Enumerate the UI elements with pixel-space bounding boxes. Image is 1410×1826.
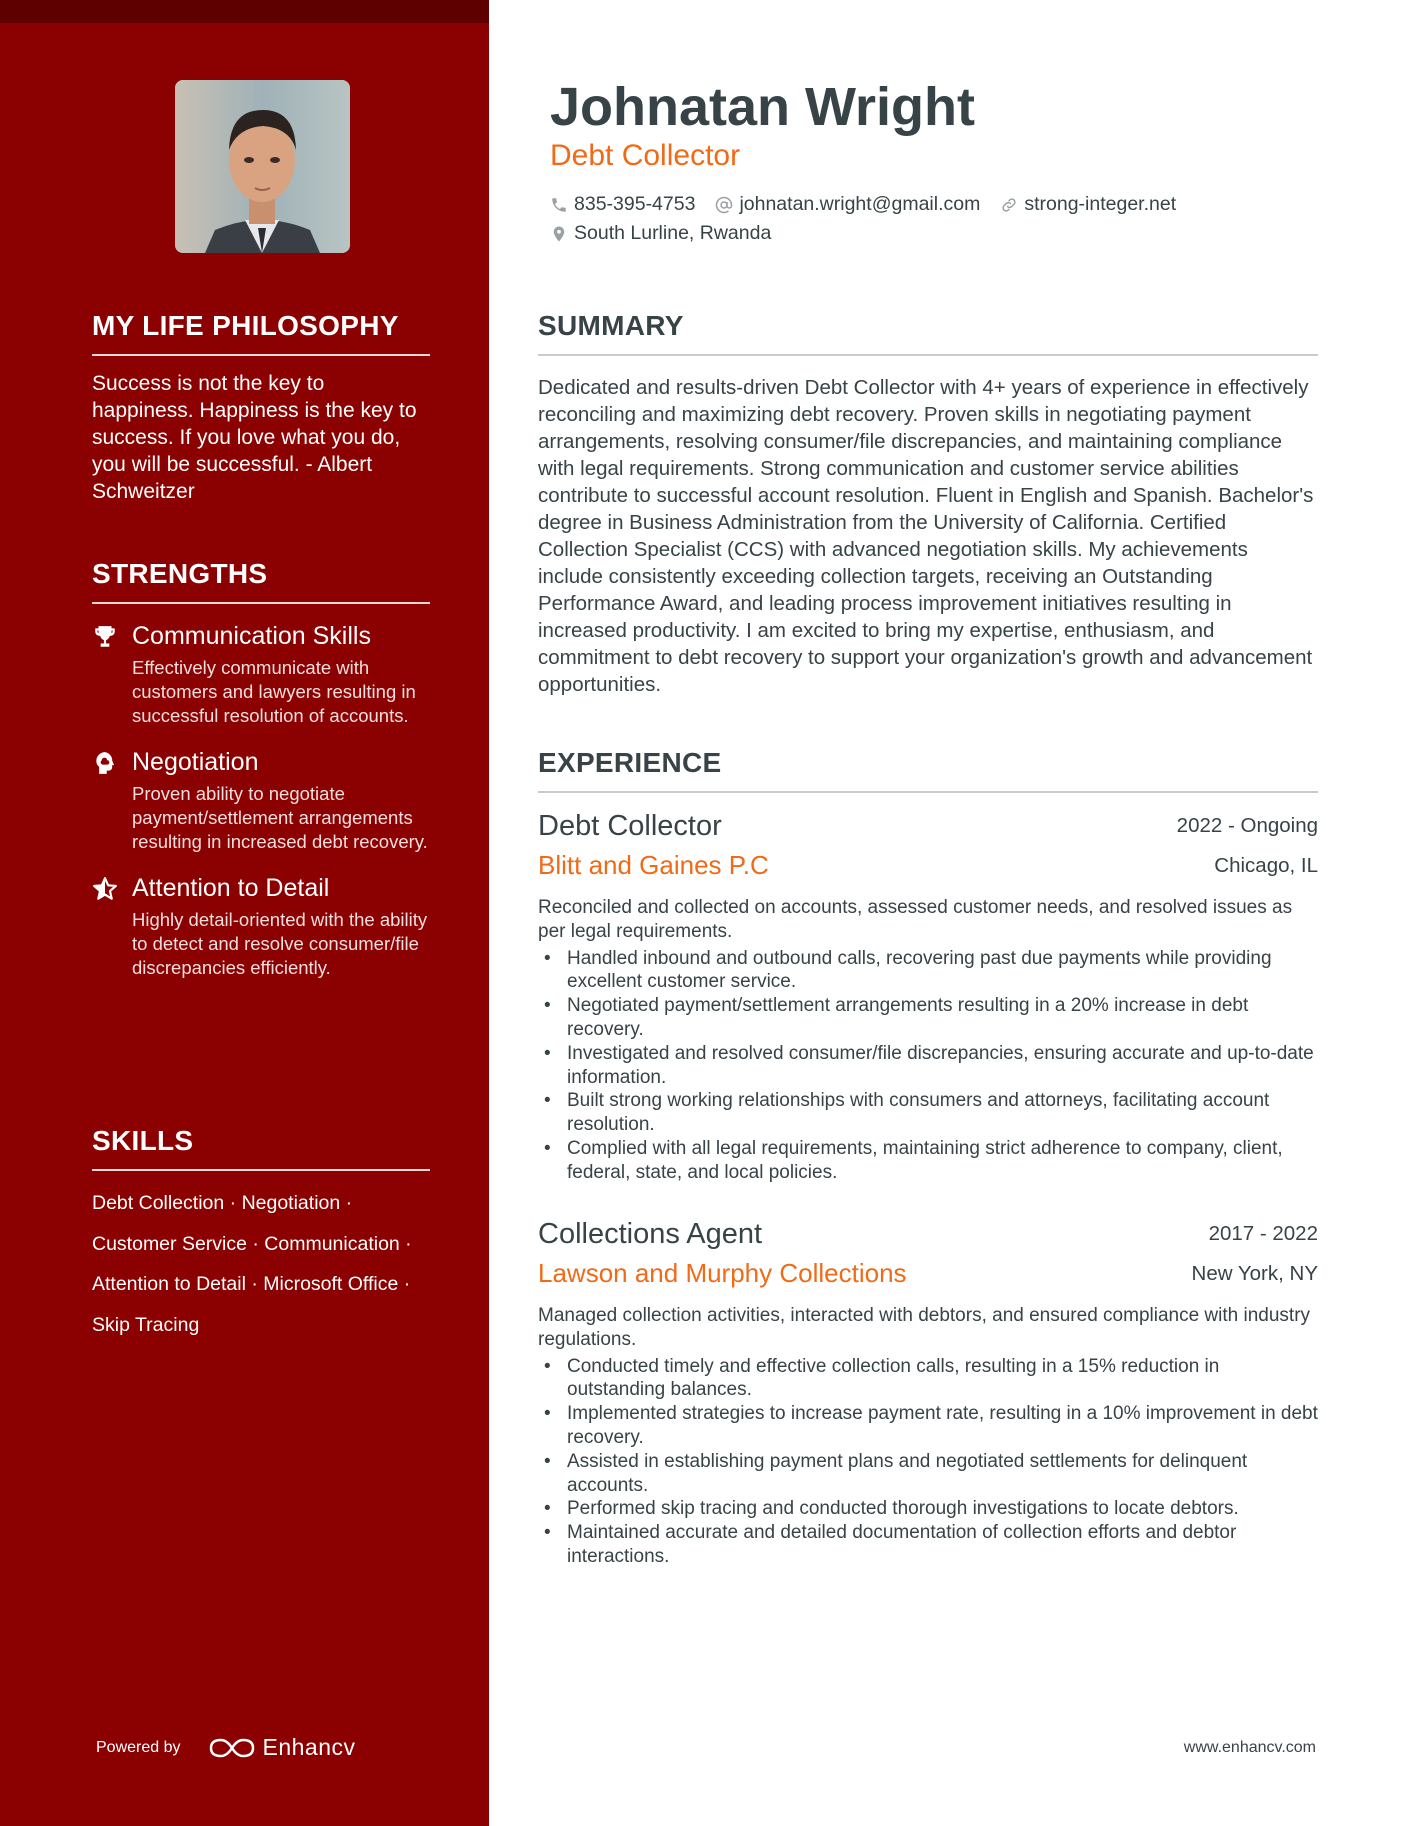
bullet-item: • Implemented strategies to increase payment rate, resulting in a 10% improvement in debt recovery. [538,1402,1318,1450]
skills-heading: SKILLS [92,1125,430,1171]
skills-line: Customer Service · Communication · [92,1232,412,1255]
philosophy-section [92,310,430,505]
bullet-item: • Assisted in establishing payment plans and negotiated settlements for delinquent accounts. [538,1450,1318,1498]
website-text: strong-integer.net [1024,193,1177,215]
strength-description: Proven ability to negotiate payment/settlement arrangements resulting in increased debt recovery. [132,783,428,852]
job-description: Managed collection activities, interacted with debtors, and ensured compliance with industry regulations. [538,1305,1311,1350]
star-icon [92,876,118,902]
job-header [538,810,1318,850]
skills-list [92,1183,430,1345]
strength-description: Effectively communicate with customers and lawyers resulting in successful resolution of accounts. [132,657,416,726]
bullet-item: • Negotiated payment/settlement arrangements resulting in a 20% increase in debt recovery. [538,994,1318,1042]
summary-text: Dedicated and results-driven Debt Collector with 4+ years of experience in effectively reconciling and maximizing debt recovery. Proven skills in negotiating payment arrangements, resolving consumer/file discrepancies, and maintaining compliance with legal requirements. Strong communication and customer service abilities contribute to successful account resolution. Fluent in English and Spanish. Bachelor's degree in Business Administration from the University of California. Certified Collection Specialist (CCS) with advanced negotiation skills. My achievements include consistently exceeding collection targets, receiving an Outstanding Performance Award, and leading process improvement initiatives resulting in increased productivity. I am excited to bring my expertise, enthusiasm, and commitment to debt recovery to support your organization's growth and advancement opportunities. [538,376,1314,696]
philosophy-heading: MY LIFE PHILOSOPHY [92,310,430,356]
experience-item [538,810,1318,1185]
bullet-item: • Conducted timely and effective collection calls, resulting in a 15% reduction in outstanding balances. [538,1355,1318,1403]
bullet-item: • Performed skip tracing and conducted thorough investigations to locate debtors. [538,1497,1318,1521]
job-description: Reconciled and collected on accounts, assessed customer needs, and resolved issues as per legal requirements. [538,897,1293,942]
job-location: Chicago, IL [1214,854,1318,877]
contact-website[interactable] [1000,193,1176,216]
summary-heading: SUMMARY [538,310,1318,356]
contact-location [550,222,771,245]
experience-item [538,1218,1318,1569]
skills-line: Skip Tracing [92,1313,200,1336]
at-sign-icon [715,196,733,214]
job-company: Blitt and Gaines P.C [538,850,769,880]
contact-phone [550,193,695,216]
bullet-item: • Handled inbound and outbound calls, recovering past due payments while providing excellent customer service. [538,947,1318,995]
enhancv-logo-link[interactable] [209,1734,356,1761]
strength-title: Communication Skills [132,622,371,650]
bullet-item: • Complied with all legal requirements, maintaining strict adherence to company, client, federal, state, and local policies. [538,1137,1318,1185]
powered-by-label: Powered by [96,1738,181,1756]
job-dates: 2022 - Ongoing [1176,814,1318,837]
experience-heading: EXPERIENCE [538,747,1318,793]
bullet-item: • Built strong working relationships with consumers and attorneys, facilitating account resolution. [538,1089,1318,1137]
strength-item [92,872,430,980]
location-text: South Lurline, Rwanda [574,222,772,244]
skills-line: Attention to Detail · Microsoft Office · [92,1273,411,1295]
job-dates: 2017 - 2022 [1208,1222,1318,1245]
portrait-image [175,80,350,253]
candidate-role: Debt Collector [550,139,741,172]
bullet-item: • Investigated and resolved consumer/file discrepancies, ensuring accurate and up-to-date information. [538,1042,1318,1090]
job-bullets [538,947,1318,1185]
contact-row [550,222,791,245]
skills-section [92,1125,430,1345]
job-bullets [538,1355,1318,1569]
powered-by [96,1734,356,1761]
candidate-name: Johnatan Wright [550,77,975,137]
job-title: Debt Collector [538,810,722,842]
strengths-section [92,558,430,980]
location-pin-icon [550,225,568,243]
job-company-row [538,1258,1318,1298]
phone-text: 835-395-4753 [574,193,696,215]
trophy-icon [92,624,118,650]
strength-description: Highly detail-oriented with the ability to detect and resolve consumer/file discrepancies efficiently. [132,909,428,978]
head-brain-icon [92,750,118,776]
sidebar-top-bar [0,0,489,23]
strength-item [92,746,430,854]
strength-title: Negotiation [132,748,259,776]
link-icon [1000,196,1018,214]
strengths-heading: STRENGTHS [92,558,430,604]
strength-item [92,620,430,728]
sidebar [0,0,489,1826]
strength-title: Attention to Detail [132,874,330,902]
contact-email[interactable] [715,193,980,216]
job-title: Collections Agent [538,1218,763,1250]
job-company: Lawson and Murphy Collections [538,1258,907,1288]
contact-row [550,193,1196,216]
email-text: johnatan.wright@gmail.com [739,193,981,215]
job-location: New York, NY [1191,1262,1318,1285]
philosophy-quote: Success is not the key to happiness. Happiness is the key to success. If you love what you do, you will be successful. - Albert Schweitzer [92,372,417,503]
skills-line: Debt Collection · Negotiation · [92,1192,353,1214]
profile-photo [175,80,350,253]
job-company-row [538,850,1318,890]
footer-website-link[interactable]: www.enhancv.com [1183,1739,1316,1756]
phone-icon [550,196,568,214]
job-header [538,1218,1318,1258]
bullet-item: • Maintained accurate and detailed documentation of collection efforts and debtor interactions. [538,1521,1318,1569]
enhancv-brand-name: Enhancv [262,1734,356,1760]
enhancv-logo-icon [209,1736,255,1760]
